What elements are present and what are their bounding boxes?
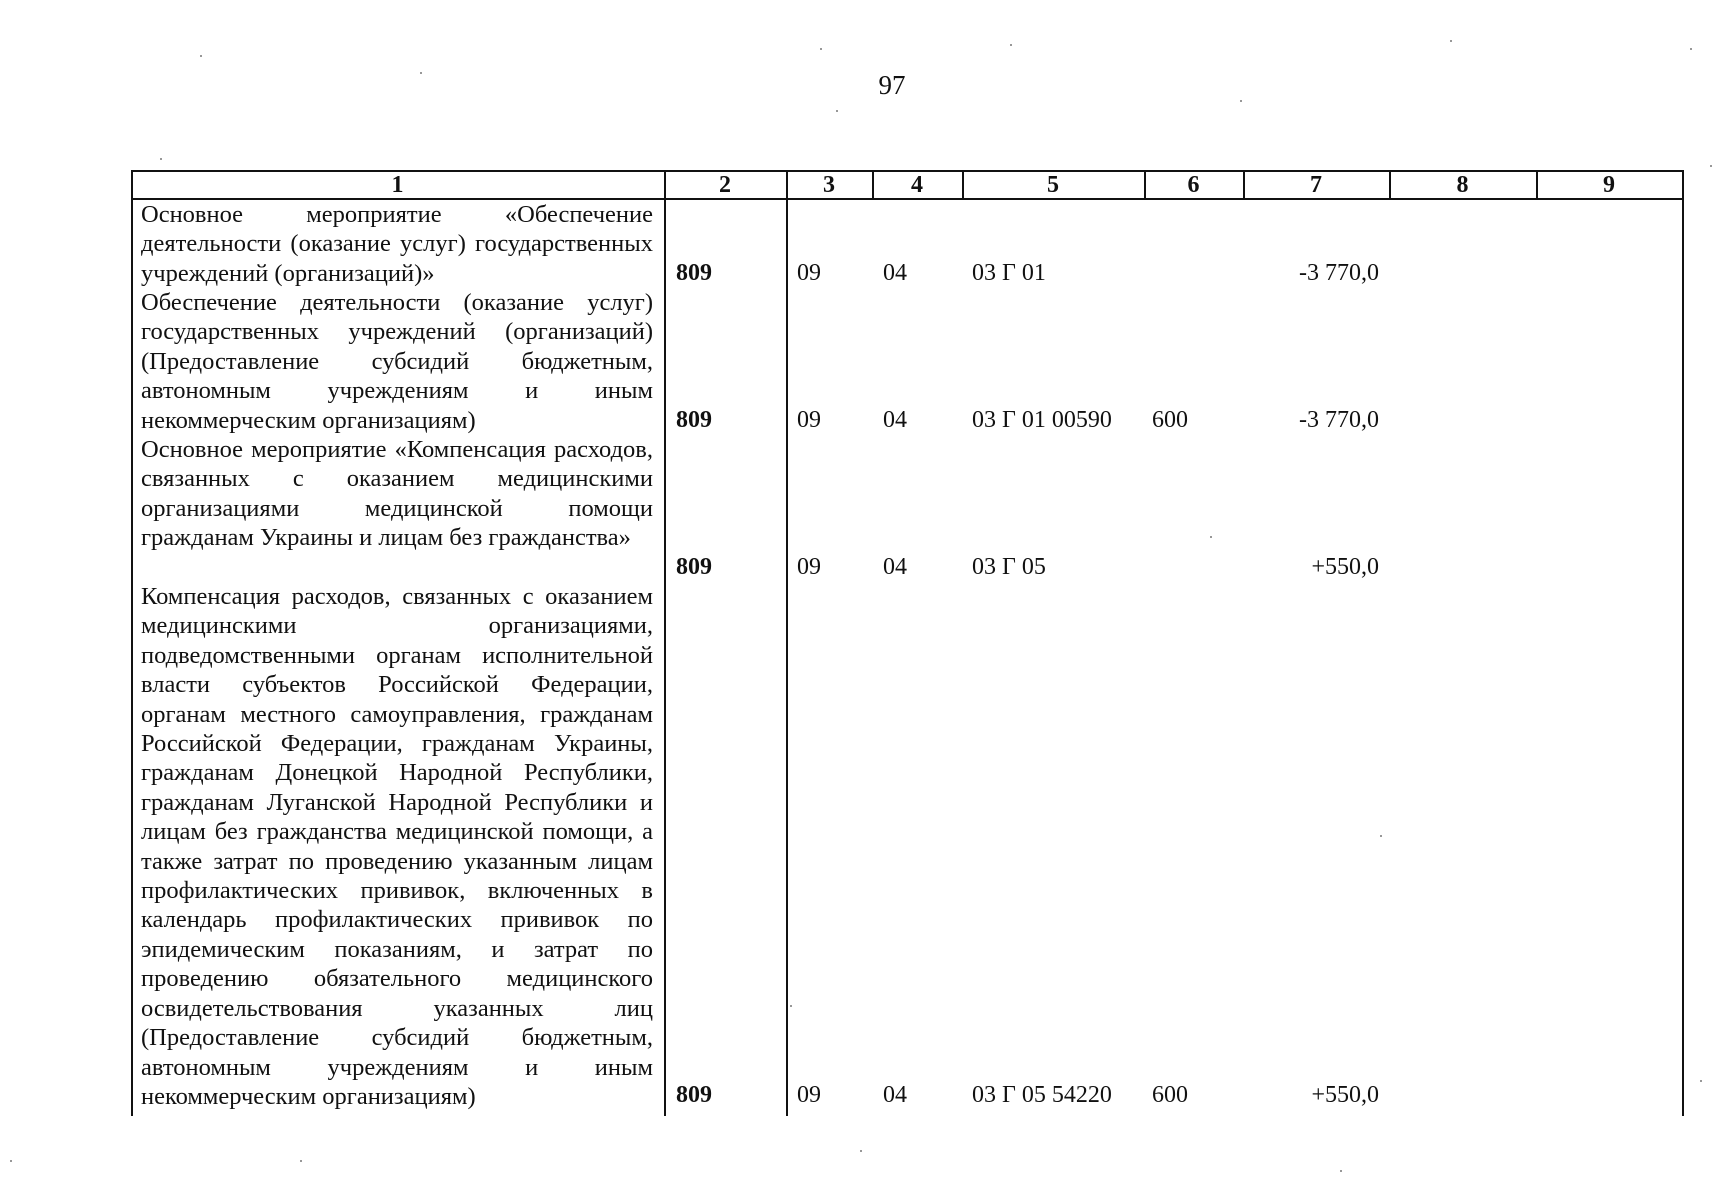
row-2-col-2: 809	[676, 407, 712, 433]
row-2-col-6: 600	[1152, 407, 1188, 433]
row-1-col-4: 04	[883, 260, 907, 286]
header-col-1: 1	[391, 172, 404, 198]
row-3-col-2: 809	[676, 554, 712, 580]
col-divider-0	[131, 170, 133, 1116]
header-col-2: 2	[719, 172, 731, 198]
col-divider-1	[664, 170, 666, 1116]
col-divider-2	[786, 170, 788, 1116]
row-1-col-3: 09	[797, 260, 821, 286]
header-col-6: 6	[1187, 172, 1200, 198]
header-col-5: 5	[1047, 172, 1059, 198]
col-divider-9	[1682, 170, 1684, 1116]
row-2-col-3: 09	[797, 407, 821, 433]
row-2-col-5: 03 Г 01 00590	[972, 407, 1112, 433]
row-4-description: Компенсация расходов, связанных с оказанием медицинскими организациями, подведомственными органам исполнительной власти субъектов Российской Федерации, органам местного самоуправления, гражданам Российской Федерации, гражданам Украины, гражданам Донецкой Народной Республики, гражданам Луганской Народной Республики и лицам без гражданства медицинской помощи, а также затрат по проведению указанным лицам профилактических прививок, включенных в календарь профилактических прививок по эпидемическим показаниям, и затрат по проведению обязательного медицинского освидетельствования указанных лиц (Предоставление субсидий бюджетным, автономным учреждениям и иным некоммерческим организациям)	[141, 583, 653, 1110]
row-3-col-3: 09	[797, 554, 821, 580]
row-3-col-5: 03 Г 05	[972, 554, 1046, 580]
row-3-col-7: +550,0	[1311, 554, 1379, 580]
header-col-7: 7	[1310, 172, 1322, 198]
row-2-col-7: -3 770,0	[1299, 407, 1379, 433]
row-1-description: Основное мероприятие «Обеспечение деятельности (оказание услуг) государственных учреждений (организаций)»	[141, 201, 653, 287]
page-number: 97	[878, 70, 906, 100]
row-4-col-3: 09	[797, 1082, 821, 1108]
row-3-description: Основное мероприятие «Компенсация расходов, связанных с оказанием медицинскими организациями медицинской помощи гражданам Украины и лицам без гражданства»	[141, 436, 653, 552]
row-2-description: Обеспечение деятельности (оказание услуг) государственных учреждений (организаций) (Предоставление субсидий бюджетным, автономным учреждениям и иным некоммерческим организациям)	[141, 289, 653, 434]
row-1-col-5: 03 Г 01	[972, 260, 1046, 286]
row-1-col-2: 809	[676, 260, 712, 286]
header-col-3: 3	[823, 172, 835, 198]
header-col-9: 9	[1603, 172, 1615, 198]
header-col-8: 8	[1456, 172, 1469, 198]
row-4-col-2: 809	[676, 1082, 712, 1108]
budget-table	[131, 170, 1684, 1116]
row-4-col-4: 04	[883, 1082, 907, 1108]
row-1-col-7: -3 770,0	[1299, 260, 1379, 286]
row-3-col-4: 04	[883, 554, 907, 580]
header-col-4: 4	[911, 172, 923, 198]
row-4-col-6: 600	[1152, 1082, 1188, 1108]
row-4-col-5: 03 Г 05 54220	[972, 1082, 1112, 1108]
row-2-col-4: 04	[883, 407, 907, 433]
row-4-col-7: +550,0	[1311, 1082, 1379, 1108]
